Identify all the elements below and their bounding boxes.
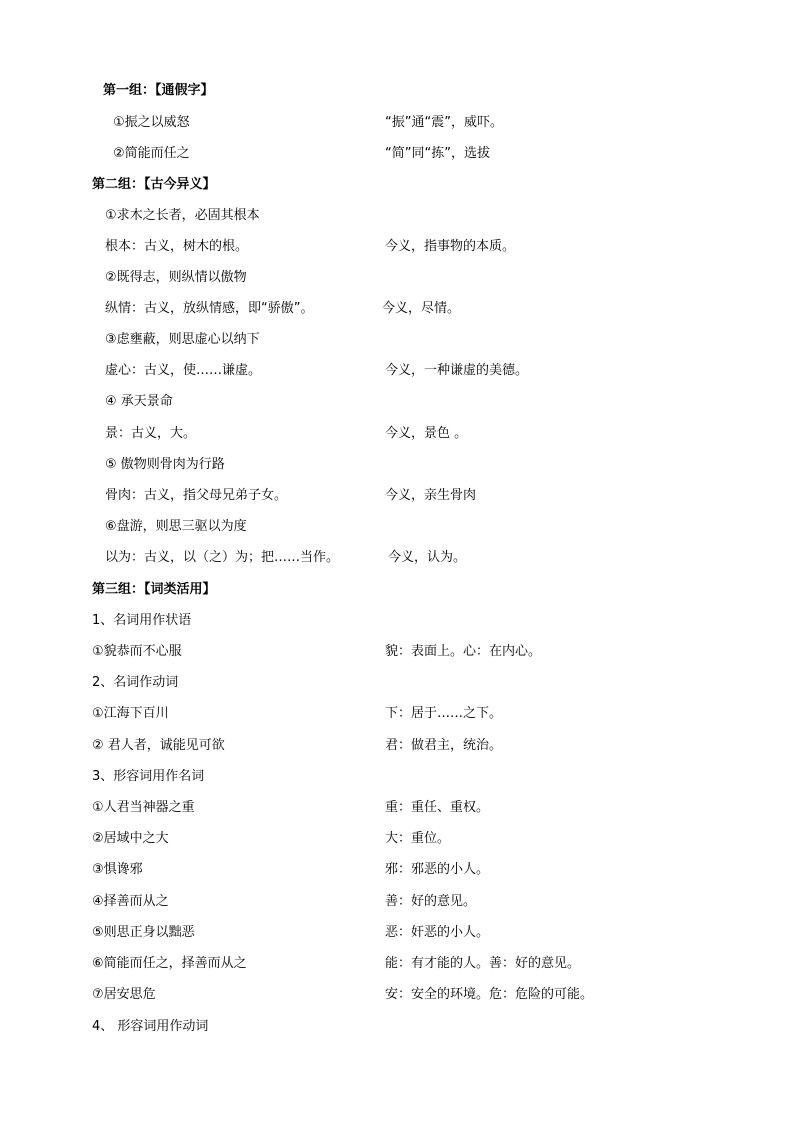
group3-s3-row7-left: ⑦居安思危 (92, 987, 156, 1002)
group3-s2-row1-right: 下：居于……之下。 (385, 706, 503, 721)
group3-s3-row7-right: 安：安全的环境。危：危险的可能。 (385, 987, 594, 1002)
group3-heading: 第三组：【词类活用】 (92, 582, 216, 597)
group3-section1-title: 1、名词用作状语 (92, 613, 192, 628)
group3-s3-row1-left: ①人君当神器之重 (92, 800, 195, 815)
group3-section3-title: 3、形容词用作名词 (92, 769, 205, 784)
group3-s3-row1-right: 重：重任、重权。 (385, 800, 490, 815)
group2-gu-4: 景：古义，大。 (105, 426, 197, 441)
group2-jin-5: 今义，亲生骨肉 (385, 488, 477, 503)
group3-s2-row1-left: ①江海下百川 (92, 706, 169, 721)
group2-jin-3: 今义，一种谦虚的美德。 (385, 363, 529, 378)
group2-gu-5: 骨肉：古义，指父母兄弟子女。 (105, 488, 288, 503)
group3-s3-row5-right: 恶：奸恶的小人。 (385, 925, 490, 940)
group2-phrase-5: ⑤ 傲物则骨肉为行路 (105, 457, 225, 472)
group3-section4-title: 4、 形容词用作动词 (92, 1019, 209, 1034)
group1-row2-right: “简”同“拣”，选拔 (385, 146, 490, 161)
group3-s1-row1-left: ①貌恭而不心服 (92, 644, 182, 659)
group1-row2-left: ②简能而任之 (113, 146, 190, 161)
group3-s3-row6-right: 能：有才能的人。善：好的意见。 (385, 956, 581, 971)
group1-heading: 第一组：【通假字】 (103, 83, 214, 98)
group2-jin-4: 今义，景色 。 (385, 426, 468, 441)
group3-s3-row5-left: ⑤则思正身以黜恶 (92, 925, 195, 940)
group2-jin-6: 今义，认为。 (388, 550, 467, 565)
group2-gu-2: 纵情：古义，放纵情感，即“骄傲”。 (105, 301, 314, 316)
group3-s3-row4-right: 善：好的意见。 (385, 894, 477, 909)
group3-section2-title: 2、名词作动词 (92, 675, 179, 690)
group3-s3-row3-left: ③惧谗邪 (92, 862, 143, 877)
group3-s3-row6-left: ⑥简能而任之，择善而从之 (92, 956, 247, 971)
group2-phrase-1: ①求木之长者，必固其根本 (105, 208, 260, 223)
group3-s2-row2-left: ② 君人者，诚能见可欲 (92, 738, 225, 753)
group2-jin-2: 今义，尽情。 (382, 301, 461, 316)
group3-s3-row2-left: ②居域中之大 (92, 831, 169, 846)
group3-s1-row1-right: 貌：表面上。心：在内心。 (385, 644, 542, 659)
group2-gu-3: 虚心：古义，使……谦虚。 (105, 363, 262, 378)
group1-row1-right: “振”通“震”，威吓。 (385, 115, 503, 130)
group2-phrase-3: ③虑壅蔽，则思虚心以纳下 (105, 332, 260, 347)
group2-gu-6: 以为：古义，以（之）为；把……当作。 (105, 550, 340, 565)
group2-phrase-2: ②既得志，则纵情以傲物 (105, 270, 247, 285)
group3-s3-row4-left: ④择善而从之 (92, 894, 169, 909)
group2-gu-1: 根本：古义，树木的根。 (105, 239, 249, 254)
group3-s3-row3-right: 邪：邪恶的小人。 (385, 862, 490, 877)
group2-heading: 第二组：【古今异义】 (92, 177, 216, 192)
group1-row1-left: ①振之以威怒 (113, 115, 190, 130)
group2-phrase-4: ④ 承天景命 (105, 394, 173, 409)
group2-jin-1: 今义，指事物的本质。 (385, 239, 516, 254)
group3-s3-row2-right: 大：重位。 (385, 831, 451, 846)
group2-phrase-6: ⑥盘游，则思三驱以为度 (105, 519, 247, 534)
group3-s2-row2-right: 君：做君主，统治。 (385, 738, 503, 753)
